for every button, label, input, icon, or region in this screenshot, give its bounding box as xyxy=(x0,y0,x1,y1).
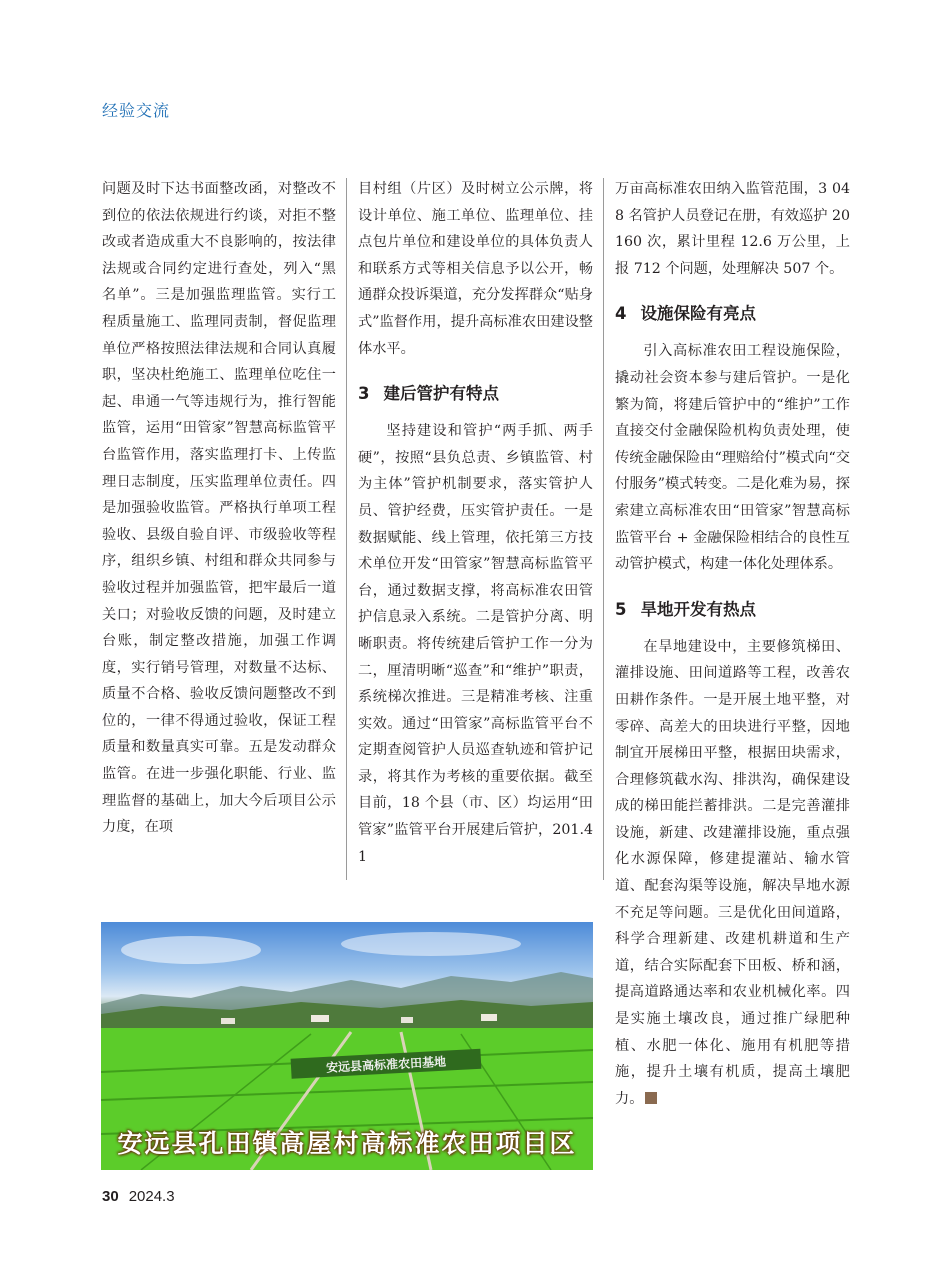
heading-number: 5 xyxy=(615,599,627,619)
paragraph: 目村组（片区）及时树立公示牌，将设计单位、施工单位、监理单位、挂点包片单位和建设单位的具体负责人和联系方式等相关信息予以公开，畅通群众投诉渠道，充分发挥群众“贴身式”监督作用，提升高标准农田建设整体水平。 xyxy=(358,181,593,357)
paragraph-text: 在旱地建设中，主要修筑梯田、灌排设施、田间道路等工程，改善农田耕作条件。一是开展土地平整，对零碎、高差大的田块进行平整，因地制宜开展梯田平整，根据田块需求，合理修筑截水沟、排洪沟，确保建设成的梯田能拦蓄排洪。二是完善灌排设施，新建、改建灌排设施，重点强化水源保障，修建提灌站、输水管道、配套沟渠等设施，解决旱地水源不充足等问题。三是优化田间道路，科学合理新建、改建机耕道和生产道，结合实际配套下田板、桥和涵，提高道路通达率和农业机械化率。四是实施土壤改良，通过推广绿肥种植、水肥一体化、施用有机肥等措施，提升土壤有机质，提高土壤肥力。 xyxy=(615,638,850,1107)
heading-title: 设施保险有亮点 xyxy=(640,304,756,324)
paragraph: 万亩高标准农田纳入监管范围，3 048 名管护人员登记在册，有效巡护 20 160 次，累计里程 12.6 万公里，上报 712 个问题，处理解决 507 个。 xyxy=(615,181,850,277)
section-heading-4 xyxy=(615,302,850,326)
heading-title: 建后管护有特点 xyxy=(383,384,499,404)
paragraph: 问题及时下达书面整改函，对整改不到位的依法依规进行约谈，对拒不整改或者造成重大不良影响的，按法律法规或合同约定进行查处，列入“黑名单”。三是加强监理监管。实行工程质量施工、监理同责制，督促监理单位严格按照法律法规和合同认真履职，坚决杜绝施工、监理单位吃住一起、串通一气等违规行为，推行智能监管，运用“田管家”智慧高标监管平台监管作用，落实监理打卡、上传监理日志制度，压实监理单位责任。四是加强验收监管。严格执行单项工程验收、县级自验自评、市级验收等程序，组织乡镇、村组和群众共同参与验收过程并加强监管，把牢最后一道关口；对验收反馈的问题，及时建立台账，制定整改措施，加强工作调度，实行销号管理，对数量不达标、质量不合格、验收反馈问题整改不到位的，一律不得通过验收，保证工程质量和数量真实可靠。五是发动群众监管。在进一步强化职能、行业、监理监督的基础上，加大今后项目公示力度，在项 xyxy=(102,181,336,836)
paragraph xyxy=(615,634,850,1113)
section-heading-5 xyxy=(615,598,850,622)
text-column-3 xyxy=(615,176,850,1112)
page-number: 30 xyxy=(102,1188,119,1205)
column-divider xyxy=(603,178,604,880)
end-of-article-mark xyxy=(645,1092,657,1104)
photo-caption: 安远县孔田镇高屋村高标准农田项目区 xyxy=(117,1129,577,1158)
section-heading-3 xyxy=(358,382,593,406)
heading-number: 3 xyxy=(358,384,370,404)
text-column-1 xyxy=(102,176,336,841)
paragraph: 引入高标准农田工程设施保险，撬动社会资本参与建后管护。一是化繁为简，将建后管护中的“维护”工作直接交付金融保险机构负责处理，使传统金融保险由“理赔给付”模式向“交付服务”模式转变。二是化难为易，探索建立高标准农田“田管家”智慧高标监管平台 + 金融保险相结合的良性互动管护模式，构建一体化处理体系。 xyxy=(615,343,850,573)
heading-number: 4 xyxy=(615,304,627,324)
column-divider xyxy=(346,178,347,880)
text-column-2 xyxy=(358,176,593,870)
issue-date: 2024.3 xyxy=(128,1188,175,1205)
page-footer xyxy=(102,1188,175,1205)
paragraph: 坚持建设和管护“两手抓、两手硬”，按照“县负总责、乡镇监管、村为主体”管护机制要求，落实管护人员、管护经费，压实管护责任。一是数据赋能、线上管理，依托第三方技术单位开发“田管家”智慧高标监管平台，通过数据支撑，将高标准农田管护信息录入系统。二是管护分离、明晰职责。将传统建后管护工作一分为二，厘清明晰“巡查”和“维护”职责，系统梯次推进。三是精准考核、注重实效。通过“田管家”高标监管平台不定期查阅管护人员巡查轨迹和管护记录，将其作为考核的重要依据。截至目前，18 个县（市、区）均运用“田管家”监管平台开展建后管护，201.41 xyxy=(358,423,593,865)
farmland-photo xyxy=(101,922,593,1170)
field-sign-text: 安远县高标准农田基地 xyxy=(325,1054,447,1075)
section-label: 经验交流 xyxy=(102,101,171,120)
heading-title: 旱地开发有热点 xyxy=(640,599,756,619)
